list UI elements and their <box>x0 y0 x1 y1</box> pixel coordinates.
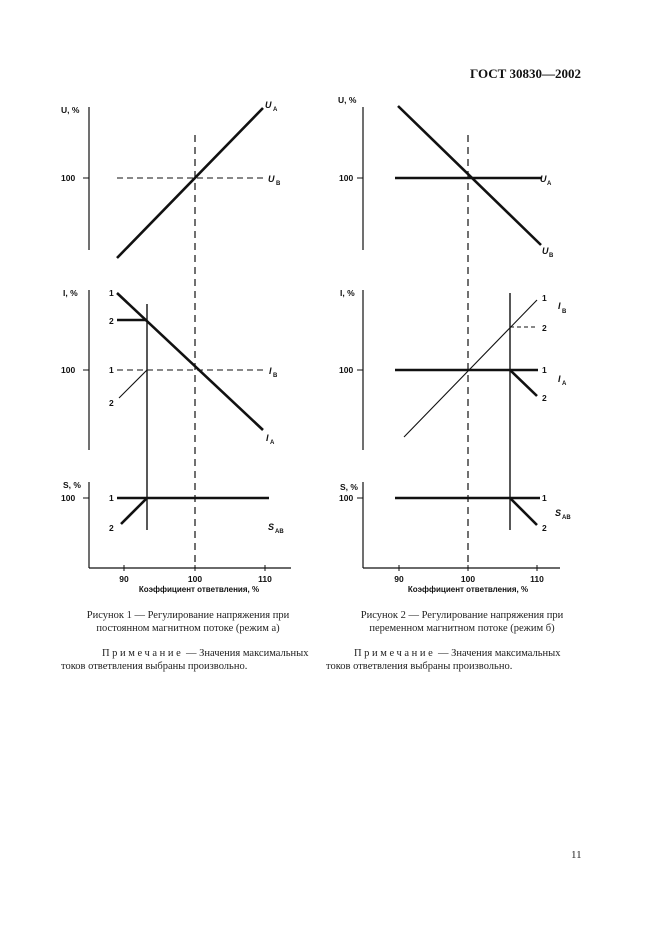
figure-1-caption-line2: постоянном магнитном потоке (режим а) <box>96 623 280 634</box>
fig2-ua-sub: A <box>547 181 552 187</box>
figure-1-caption-line1: Рисунок 1 — Регулирование напряжения при <box>86 610 290 621</box>
fig1-s-marker-2: 2 <box>109 523 114 533</box>
fig1-i-marker-2-mid: 2 <box>109 398 114 408</box>
fig1-i-ytick: 100 <box>61 365 76 375</box>
fig1-xtick-90: 90 <box>119 574 129 584</box>
fig2-ub-sub: B <box>549 253 554 259</box>
figure-2-note-line1: — Значения максимальных <box>435 648 561 659</box>
fig2-xtick-110: 110 <box>530 574 544 584</box>
fig2-xtick-100: 100 <box>460 574 476 584</box>
fig2-s-ylabel: S, % <box>340 482 358 492</box>
fig2-ia-symbol: I <box>558 374 561 384</box>
figure-2-caption-line1: Рисунок 2 — Регулирование напряжения при <box>360 610 564 621</box>
fig2-i-ylabel: I, % <box>340 288 355 298</box>
fig2-ia-sub: A <box>562 381 567 387</box>
figure-1 <box>83 107 291 571</box>
fig2-i-marker-1-mid: 1 <box>542 365 547 375</box>
fig1-s-marker-1: 1 <box>109 493 114 503</box>
fig1-i-marker-1-top: 1 <box>109 288 114 298</box>
figure-2-note <box>326 647 586 673</box>
fig1-xtick-100: 100 <box>187 574 203 584</box>
fig1-ua-sub: A <box>273 107 278 113</box>
fig2-sab-symbol: S <box>555 508 562 518</box>
fig2-i-marker-1-top: 1 <box>542 293 547 303</box>
figure-2 <box>357 106 560 571</box>
fig1-s-ylabel: S, % <box>63 480 81 490</box>
fig1-ib-sub: B <box>273 373 278 379</box>
fig2-sab-sub: AB <box>562 515 571 521</box>
fig1-curve-ia <box>117 293 263 430</box>
figure-1-note <box>61 647 311 673</box>
fig2-xaxis-label: Коэффициент ответвления, % <box>407 585 529 594</box>
figure-2-note-line2: токов ответвления выбраны произвольно. <box>326 661 513 672</box>
fig2-xtick-90: 90 <box>394 574 404 584</box>
fig2-i-marker-2-top: 2 <box>542 323 547 333</box>
fig1-ub-symbol: U <box>268 174 275 184</box>
figure-2-caption <box>332 609 592 635</box>
fig2-curve-ub <box>398 106 541 245</box>
fig2-s-ytick: 100 <box>339 493 354 503</box>
fig2-ua-symbol: U <box>540 174 547 184</box>
fig1-sab-symbol: S <box>268 522 275 532</box>
fig2-s-marker-2: 2 <box>542 523 547 533</box>
fig1-ia-symbol: I <box>266 433 269 443</box>
fig2-ib-symbol: I <box>558 301 561 311</box>
fig2-ub-symbol: U <box>542 246 549 256</box>
figure-2-caption-line2: переменном магнитном потоке (режим б) <box>369 623 555 634</box>
fig1-i-marker-1-mid: 1 <box>109 365 114 375</box>
page-number: 11 <box>571 849 582 861</box>
figure-1-caption <box>58 609 318 635</box>
fig1-s-ytick: 100 <box>61 493 76 503</box>
standard-number: ГОСТ 30830—2002 <box>470 66 582 81</box>
fig2-ib-sub: B <box>562 309 567 315</box>
fig2-u-ylabel: U, % <box>338 95 357 105</box>
fig2-s-marker-1: 1 <box>542 493 547 503</box>
fig1-xaxis-label: Коэффициент ответвления, % <box>138 585 260 594</box>
figure-1-note-line2: токов ответвления выбраны произвольно. <box>61 661 248 672</box>
fig2-i-ytick: 100 <box>339 365 354 375</box>
fig1-sab-sub: AB <box>275 529 284 535</box>
fig2-u-ytick: 100 <box>339 173 354 183</box>
fig1-curve-ua <box>117 108 263 258</box>
figure-1-note-prefix: Примечание <box>102 648 184 659</box>
fig1-i-ylabel: I, % <box>63 288 78 298</box>
fig1-i-marker-2-top: 2 <box>109 316 114 326</box>
fig1-ib-symbol: I <box>269 366 272 376</box>
figure-1-note-line1: — Значения максимальных <box>183 648 309 659</box>
fig1-u-ylabel: U, % <box>61 105 80 115</box>
fig2-i-marker-2-mid: 2 <box>542 393 547 403</box>
fig1-u-ytick: 100 <box>61 173 76 183</box>
fig1-ub-sub: B <box>276 181 281 187</box>
fig2-curve-ib <box>404 300 537 437</box>
figure-2-note-prefix: Примечание <box>354 648 436 659</box>
fig1-ia-sub: A <box>270 440 275 446</box>
fig1-ua-symbol: U <box>265 100 272 110</box>
figure-2-labels <box>338 95 571 594</box>
fig1-xtick-110: 110 <box>258 574 272 584</box>
